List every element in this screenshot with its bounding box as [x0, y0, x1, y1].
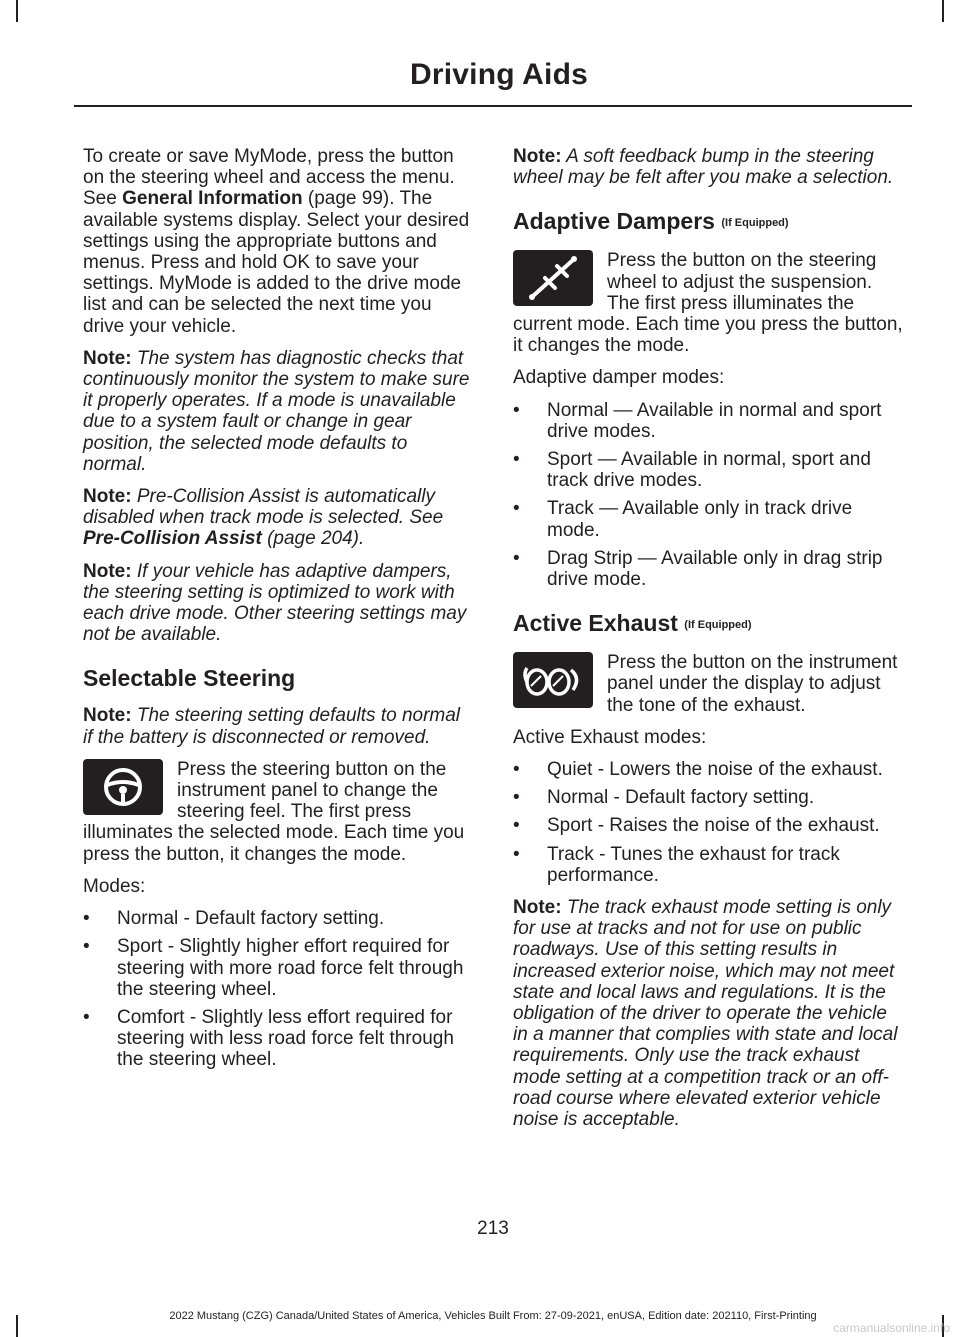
adaptive-dampers-heading: Adaptive Dampers (If Equipped)	[513, 208, 789, 235]
exhaust-modes-list	[513, 759, 903, 886]
steering-body: Press the steering button on the instrument panel to change the steering feel. The first press illuminates the selected mode. Each time you press the button, it changes the mode.	[83, 758, 465, 865]
note-track-exhaust: Note: The track exhaust mode setting is only for use at tracks and not for use on public roadways. Use of this setting results in increased exterior noise, which may not meet state and local laws and regulations. It is the obligation of the driver to operate the vehicle in a manner that complies with state and local requirements. Only use the track exhaust mode setting at a competition track or an off-road course where elevated exterior vehicle noise is acceptable.	[513, 896, 898, 1130]
dampers-modes-list	[513, 400, 903, 591]
crop-mark	[942, 0, 944, 22]
pre-collision-assist-link[interactable]: Pre-Collision Assist	[83, 528, 262, 550]
note-pre-collision: Note: Pre-Collision Assist is automatically disabled when track mode is selected. See Pre-Collision Assist (page 204).	[83, 486, 444, 550]
list-item: • Track — Available only in track drive mode.	[513, 498, 903, 540]
list-item: • Normal - Default factory setting.	[83, 908, 473, 929]
dampers-icon-block	[513, 250, 903, 356]
list-item: • Sport - Raises the noise of the exhaust.	[513, 815, 903, 836]
page-number: 213	[477, 1218, 509, 1239]
active-exhaust-heading: Active Exhaust (If Equipped)	[513, 610, 752, 637]
header-divider	[74, 105, 912, 107]
list-item: • Normal — Available in normal and sport drive modes.	[513, 400, 903, 442]
steering-modes-label: Modes:	[83, 875, 146, 897]
right-column	[513, 146, 903, 1141]
exhaust-icon-block	[513, 652, 903, 716]
intro-paragraph: To create or save MyMode, press the button on the steering wheel and access the menu. See General Information (page 99). The available systems display. Select your desired settings using the appropriate buttons and menus. Press and hold OK to save your settings. MyMode is added to the drive mode list and can be selected the next time you drive your vehicle.	[83, 146, 470, 337]
footer-text: 2022 Mustang (CZG) Canada/United States of America, Vehicles Built From: 27-09-2021, enUSA, Edition date: 202110, First-Printing	[169, 1310, 817, 1322]
steering-wheel-icon	[83, 759, 163, 815]
list-item: • Normal - Default factory setting.	[513, 787, 903, 808]
list-item: • Sport — Available in normal, sport and track drive modes.	[513, 449, 903, 491]
general-information-link[interactable]: General Information	[122, 188, 303, 210]
dampers-body: Press the button on the steering wheel to adjust the suspension. The first press illuminates the current mode. Each time you press the button, it changes the mode.	[513, 250, 903, 357]
steering-modes-list	[83, 908, 473, 1070]
left-column	[83, 146, 473, 1082]
note-adaptive-dampers: Note: If your vehicle has adaptive dampers, the steering setting is optimized to work with each drive mode. Other steering settings may not be available.	[83, 560, 467, 646]
crop-mark	[16, 0, 18, 22]
watermark: carmanualsonline.info	[833, 1321, 950, 1335]
steering-icon-block	[83, 759, 473, 865]
exhaust-icon	[513, 652, 593, 708]
note-diagnostic: Note: The system has diagnostic checks that continuously monitor the system to make sure it properly operates. If a mode is unavailable due to a system fault or change in gear position, the selected mode defaults to normal.	[83, 347, 470, 475]
exhaust-body: Press the button on the instrument panel under the display to adjust the tone of the exhaust.	[607, 652, 898, 716]
exhaust-modes-label: Active Exhaust modes:	[513, 726, 707, 748]
list-item: • Quiet - Lowers the noise of the exhaust.	[513, 759, 903, 780]
list-item: • Sport - Slightly higher effort required for steering with more road force felt through the steering wheel.	[83, 936, 473, 1000]
note-feedback-bump: Note: A soft feedback bump in the steering wheel may be felt after you make a selection.	[513, 146, 894, 189]
dampers-modes-label: Adaptive damper modes:	[513, 367, 725, 389]
shock-absorber-icon	[513, 250, 593, 306]
list-item: • Drag Strip — Available only in drag strip drive mode.	[513, 548, 903, 590]
selectable-steering-heading: Selectable Steering	[83, 665, 296, 692]
page-title: Driving Aids	[410, 58, 588, 91]
list-item: • Comfort - Slightly less effort required for steering with less road force felt through the steering wheel.	[83, 1007, 473, 1071]
list-item: • Track - Tunes the exhaust for track performance.	[513, 844, 903, 886]
note-steering-default: Note: The steering setting defaults to normal if the battery is disconnected or removed.	[83, 705, 461, 748]
